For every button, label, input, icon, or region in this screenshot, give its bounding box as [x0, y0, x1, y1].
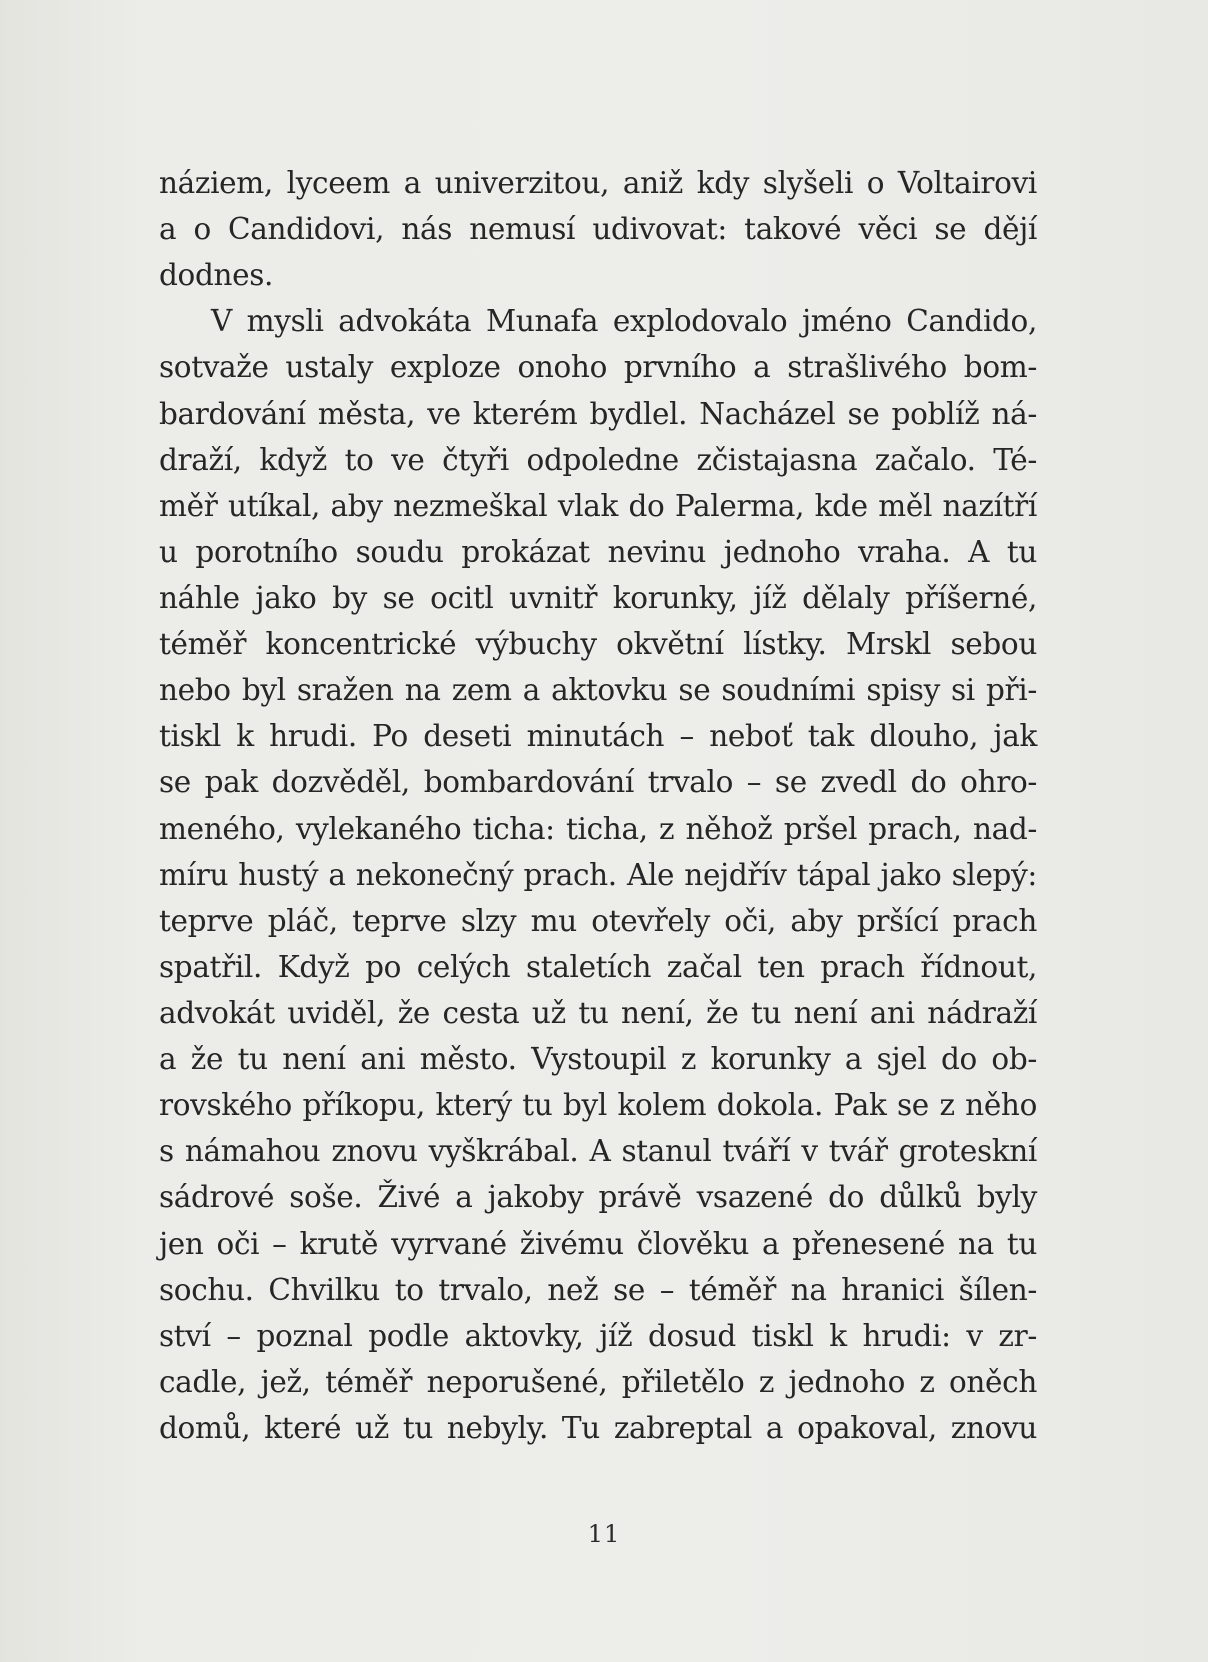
- text-line: ství – poznal podle aktovky, jíž dosud tiskl k hrudi: v zr-: [159, 1318, 1037, 1353]
- text-line: domů, které už tu nebyly. Tu zabreptal a opakoval, znovu: [159, 1410, 1037, 1445]
- paragraph-first-line: V mysli advokáta Munafa explodovalo jméno Candido,: [211, 304, 1037, 339]
- text-line: advokát uviděl, že cesta už tu není, že tu není ani nádraží: [159, 995, 1037, 1030]
- body-text: [159, 160, 1037, 1451]
- text-line: rovského příkopu, který tu byl kolem dokola. Pak se z něho: [159, 1088, 1037, 1123]
- text-line: jen oči – krutě vyrvané živému člověku a přenesené na tu: [159, 1226, 1037, 1261]
- text-line: bardování města, ve kterém bydlel. Nacházel se poblíž ná-: [159, 396, 1037, 431]
- text-line: meného, vylekaného ticha: ticha, z něhož pršel prach, nad-: [159, 811, 1037, 846]
- text-line: teprve pláč, teprve slzy mu otevřely oči, aby pršící prach: [159, 903, 1037, 938]
- text-line: cadle, jež, téměř neporušené, přiletělo z jednoho z oněch: [159, 1364, 1037, 1399]
- text-line: spatřil. Když po celých staletích začal ten prach řídnout,: [159, 949, 1037, 984]
- text-line: náziem, lyceem a univerzitou, aniž kdy slyšeli o Voltairovi: [159, 166, 1037, 200]
- text-line: s námahou znovu vyškrábal. A stanul tváří v tvář groteskní: [159, 1134, 1037, 1169]
- text-line: a že tu není ani město. Vystoupil z korunky a sjel do ob-: [159, 1042, 1037, 1077]
- text-line: u porotního soudu prokázat nevinu jednoho vraha. A tu: [159, 534, 1037, 569]
- text-line: se pak dozvěděl, bombardování trvalo – se zvedl do ohro-: [159, 765, 1037, 800]
- text-line: měř utíkal, aby nezmeškal vlak do Palerma, kde měl nazítří: [159, 488, 1037, 523]
- page-number: 11: [587, 1520, 621, 1548]
- text-line: a o Candidovi, nás nemusí udivovat: takové věci se dějí: [159, 212, 1037, 247]
- text-line: nebo byl sražen na zem a aktovku se soudními spisy si při-: [159, 673, 1037, 708]
- text-line: tiskl k hrudi. Po deseti minutách – neboť tak dlouho, jak: [159, 719, 1037, 754]
- text-line: sotvaže ustaly exploze onoho prvního a strašlivého bom-: [159, 350, 1037, 385]
- text-line: draží, když to ve čtyři odpoledne zčistajasna začalo. Té-: [159, 442, 1037, 477]
- text-line: dodnes.: [159, 258, 274, 293]
- text-line: míru hustý a nekonečný prach. Ale nejdřív tápal jako slepý:: [159, 857, 1037, 892]
- text-line: sochu. Chvilku to trvalo, než se – téměř na hranici šílen-: [159, 1272, 1037, 1307]
- text-line: sádrové soše. Živé a jakoby právě vsazené do důlků byly: [159, 1180, 1037, 1215]
- text-line: náhle jako by se ocitl uvnitř korunky, jíž dělaly příšerné,: [159, 580, 1037, 615]
- text-line: téměř koncentrické výbuchy okvětní lístky. Mrskl sebou: [159, 627, 1037, 662]
